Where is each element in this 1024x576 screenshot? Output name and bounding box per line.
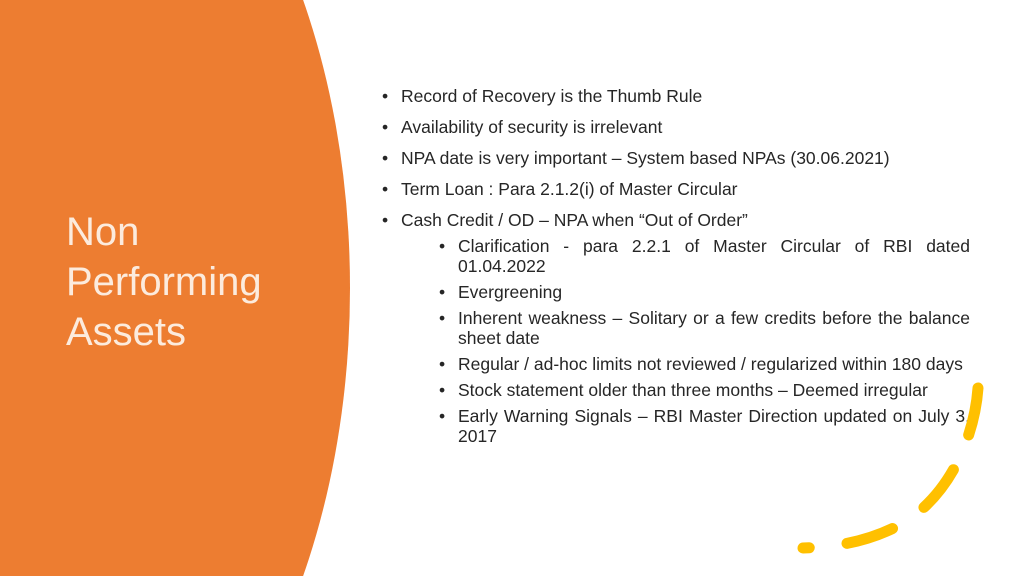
title-line: Assets bbox=[66, 310, 187, 354]
bullet-text: Record of Recovery is the Thumb Rule bbox=[401, 86, 703, 106]
bullet-text: Cash Credit / OD – NPA when “Out of Order” bbox=[401, 210, 748, 230]
sub-bullet-text: Clarification - para 2.2.1 of Master Circular of RBI dated 01.04.2022 bbox=[458, 236, 970, 276]
title-line: Performing bbox=[66, 260, 262, 304]
title-line: Non bbox=[66, 210, 140, 254]
dashed-curve-stroke bbox=[803, 388, 978, 548]
sub-bullet-text: Early Warning Signals – RBI Master Direction updated on July 3, 2017 bbox=[458, 406, 970, 446]
bullet-dot-icon: • bbox=[439, 380, 446, 400]
bullet-dot-icon: • bbox=[439, 354, 446, 374]
bullet-dot-icon: • bbox=[382, 117, 389, 137]
sub-bullet-text: Stock statement older than three months – Deemed irregular bbox=[458, 380, 928, 400]
sub-bullet-text: Evergreening bbox=[458, 282, 563, 302]
bullet-dot-icon: • bbox=[382, 179, 389, 199]
bullet-text: Availability of security is irrelevant bbox=[401, 117, 663, 137]
sub-bullet-text: Regular / ad-hoc limits not reviewed / regularized within 180 days bbox=[458, 354, 963, 374]
bullet-dot-icon: • bbox=[439, 236, 446, 256]
bullet-dot-icon: • bbox=[439, 406, 446, 426]
bullet-dot-icon: • bbox=[382, 210, 389, 230]
bullet-dot-icon: • bbox=[439, 282, 446, 302]
bullet-dot-icon: • bbox=[439, 308, 446, 328]
bullet-dot-icon: • bbox=[382, 86, 389, 106]
bullet-dot-icon: • bbox=[382, 148, 389, 168]
sub-bullet-text: Inherent weakness – Solitary or a few credits before the balance sheet date bbox=[458, 308, 970, 348]
bullet-text: Term Loan : Para 2.1.2(i) of Master Circular bbox=[401, 179, 738, 199]
bullet-text: NPA date is very important – System based NPAs (30.06.2021) bbox=[401, 148, 890, 168]
